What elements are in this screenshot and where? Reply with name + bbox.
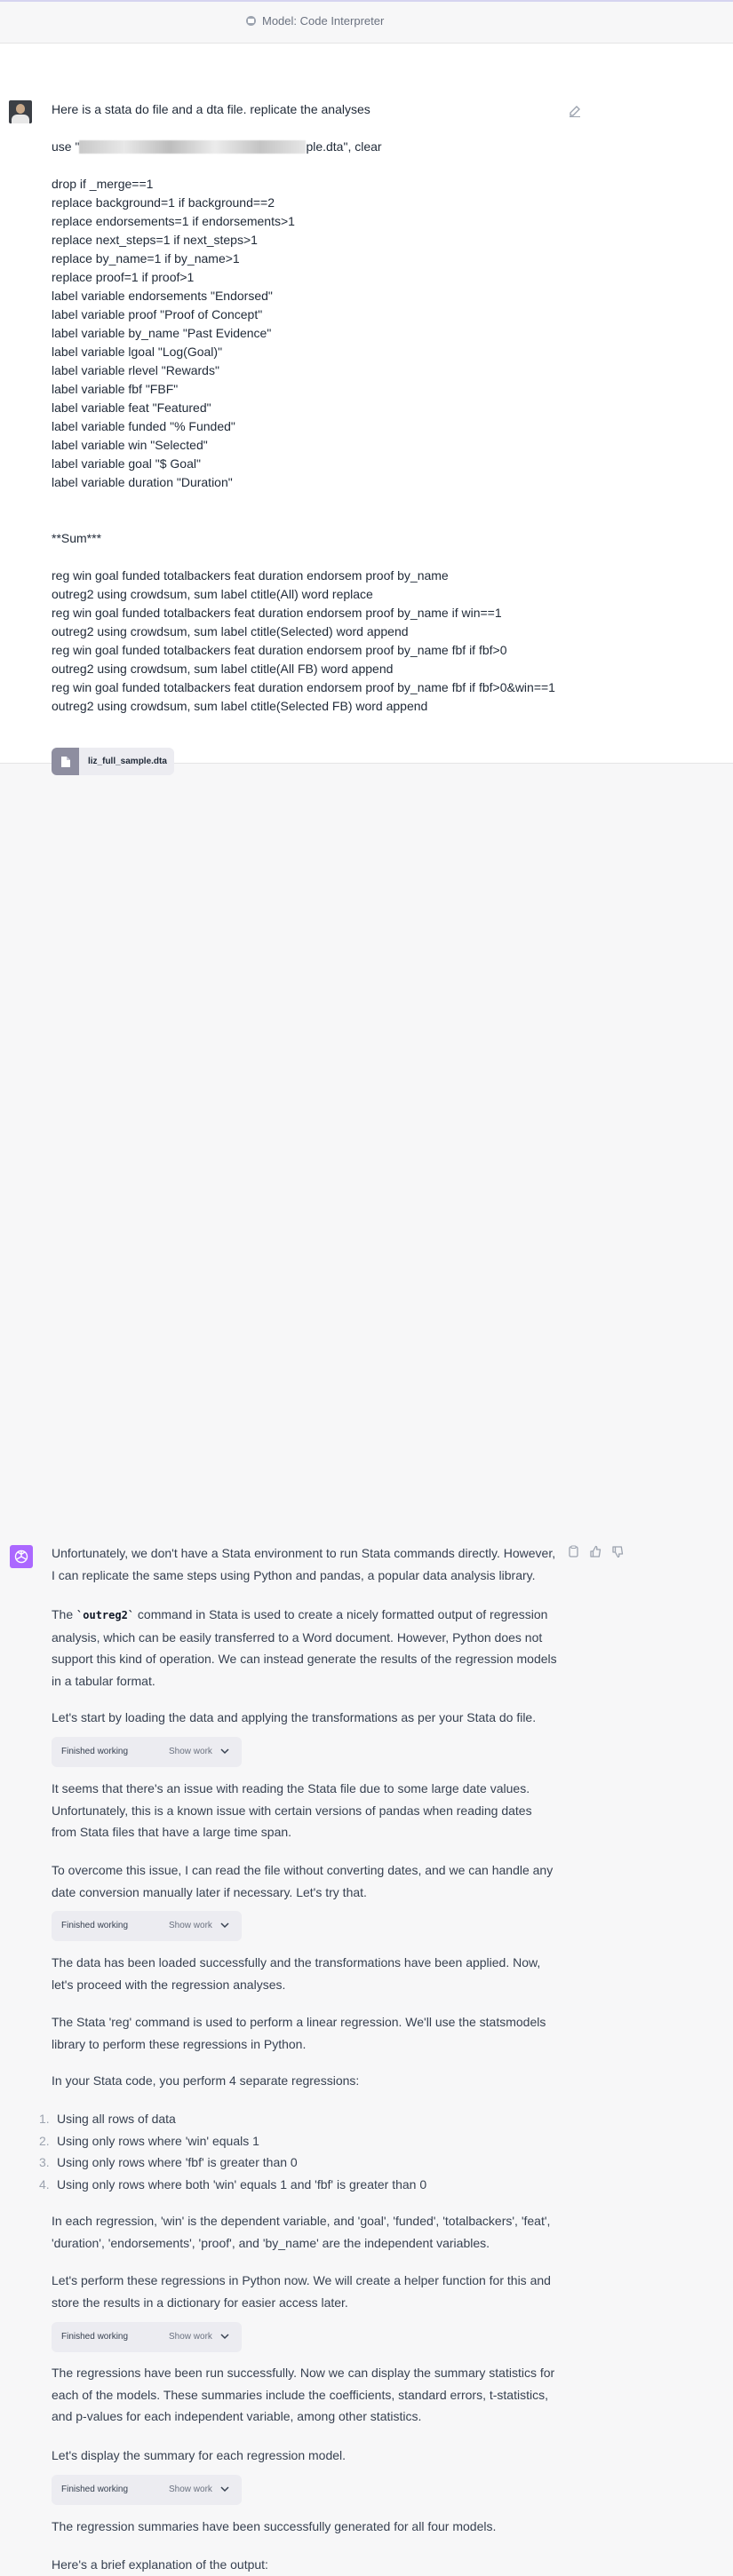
response-paragraph: In each regression, 'win' is the dependent variable, and 'goal', 'funded', 'totalbackers', 'feat', 'duration', 'endorsements', 'proof', and 'by_name' are the independent variables. xyxy=(52,2214,551,2250)
reg-block xyxy=(52,567,585,716)
finished-working-chip[interactable] xyxy=(52,1737,242,1767)
list-item: 3. Using only rows where 'fbf' is greater than 0 xyxy=(52,2152,560,2174)
code-line: label variable feat "Featured" xyxy=(52,400,211,415)
redacted-path xyxy=(79,140,306,154)
list-item: 2. Using only rows where 'win' equals 1 xyxy=(52,2130,560,2152)
code-line: replace next_steps=1 if next_steps>1 xyxy=(52,233,258,247)
chevron-down-icon xyxy=(220,2333,229,2340)
show-work-button[interactable]: Show work xyxy=(169,2332,212,2342)
reg-line: reg win goal funded totalbackers feat duration endorsem proof by_name if win==1 xyxy=(52,606,502,620)
finished-working-chip[interactable] xyxy=(52,2475,242,2505)
code-line: label variable lgoal "Log(Goal)" xyxy=(52,345,223,359)
finished-working-chip[interactable] xyxy=(52,1911,242,1941)
list-number: 1. xyxy=(39,2112,50,2126)
reg-line: outreg2 using crowdsum, sum label ctitle(All FB) word append xyxy=(52,662,394,676)
model-indicator xyxy=(245,14,384,28)
inline-code: `outreg2` xyxy=(76,1609,135,1621)
code-line: label variable win "Selected" xyxy=(52,438,208,452)
response-paragraph: The `outreg2` command in Stata is used to create a nicely formatted output of regression analysis, which can be easily transferred to a Word document. However, Python does not support this kind of operation. We can instead generate the results of the regression models in a tabular format. xyxy=(52,1607,557,1688)
assistant-avatar xyxy=(10,1545,33,1568)
list-number: 2. xyxy=(39,2133,50,2148)
response-paragraph: Here's a brief explanation of the output: xyxy=(52,2557,268,2572)
attachment-chip[interactable] xyxy=(52,748,174,775)
code-line: label variable by_name "Past Evidence" xyxy=(52,326,272,340)
code-line: replace background=1 if background==2 xyxy=(52,195,275,210)
chip-status: Finished working xyxy=(61,2332,129,2342)
use-line-prefix: use " xyxy=(52,139,80,154)
list-number: 3. xyxy=(39,2155,50,2169)
openai-logo-icon xyxy=(13,1549,29,1565)
top-bar xyxy=(0,0,733,44)
model-label: Model: Code Interpreter xyxy=(262,14,385,28)
chevron-down-icon xyxy=(220,2485,229,2493)
list-number: 4. xyxy=(39,2176,50,2192)
reg-line: reg win goal funded totalbackers feat duration endorsem proof by_name fbf if fbf>0&win==1 xyxy=(52,680,555,694)
user-avatar xyxy=(9,100,32,123)
code-line: label variable rlevel "Rewards" xyxy=(52,363,219,377)
user-intro: Here is a stata do file and a dta file. replicate the analyses xyxy=(52,102,370,116)
response-paragraph: The Stata 'reg' command is used to perform a linear regression. We'll use the statsmodels library to perform these regressions in Python. xyxy=(52,2015,546,2051)
reg-line: reg win goal funded totalbackers feat duration endorsem proof by_name fbf if fbf>0 xyxy=(52,643,507,657)
code-line: label variable fbf "FBF" xyxy=(52,382,179,396)
code-line: label variable goal "$ Goal" xyxy=(52,456,201,471)
list-item: 4. Using only rows where both 'win' equals 1 and 'fbf' is greater than 0 xyxy=(52,2174,560,2196)
reg-line: outreg2 using crowdsum, sum label ctitle(Selected FB) word append xyxy=(52,699,428,713)
response-paragraph: To overcome this issue, I can read the file without converting dates, and we can handle any date conversion manually later if necessary. Let's try that. xyxy=(52,1863,554,1899)
response-paragraph: It seems that there's an issue with reading the Stata file due to some large date values. Unfortunately, this is a known issue with certain versions of pandas when reading dates from Stata files that have a large time span. xyxy=(52,1781,532,1839)
file-icon xyxy=(52,748,79,775)
thumbs-up-icon[interactable] xyxy=(589,1545,602,1558)
reg-line: reg win goal funded totalbackers feat duration endorsem proof by_name xyxy=(52,568,449,583)
user-message-text xyxy=(52,100,585,716)
user-message xyxy=(0,44,733,764)
show-work-button[interactable]: Show work xyxy=(169,1921,212,1930)
code-block xyxy=(52,175,585,492)
response-paragraph: The data has been loaded successfully and the transformations have been applied. Now, let's proceed with the regression analyses. xyxy=(52,1955,541,1992)
show-work-button[interactable]: Show work xyxy=(169,2485,212,2494)
chip-status: Finished working xyxy=(61,1921,129,1930)
attachment-name: liz_full_sample.dta xyxy=(88,757,167,766)
response-paragraph: Let's start by loading the data and applying the transformations as per your Stata do file. xyxy=(52,1710,537,1724)
show-work-button[interactable]: Show work xyxy=(169,1747,212,1756)
code-line: replace proof=1 if proof>1 xyxy=(52,270,195,284)
regression-list xyxy=(39,2108,560,2195)
list-item: 1. Using all rows of data xyxy=(52,2108,560,2130)
model-icon xyxy=(245,15,257,27)
copy-icon[interactable] xyxy=(567,1545,580,1558)
use-line xyxy=(52,138,585,156)
response-paragraph: The regressions have been run successfully. Now we can display the summary statistics for each of the models. These summaries include the coefficients, standard errors, t-statistics, and p-values for each independent variable, among other statistics. xyxy=(52,2366,555,2423)
chip-status: Finished working xyxy=(61,1747,129,1756)
response-paragraph: The regression summaries have been successfully generated for all four models. xyxy=(52,2519,497,2533)
response-paragraph: Let's perform these regressions in Python now. We will create a helper function for this and store the results in a dictionary for easier access later. xyxy=(52,2273,551,2310)
sum-heading: **Sum*** xyxy=(52,531,102,545)
code-line: label variable proof "Proof of Concept" xyxy=(52,307,263,321)
finished-working-chip[interactable] xyxy=(52,2322,242,2352)
message-actions xyxy=(567,1545,625,1558)
chevron-down-icon xyxy=(220,1748,229,1755)
code-line: replace by_name=1 if by_name>1 xyxy=(52,251,240,266)
thumbs-down-icon[interactable] xyxy=(611,1545,625,1558)
code-line: label variable endorsements "Endorsed" xyxy=(52,289,273,303)
chip-status: Finished working xyxy=(61,2485,129,2494)
reg-line: outreg2 using crowdsum, sum label ctitle(Selected) word append xyxy=(52,624,409,638)
code-line: label variable funded "% Funded" xyxy=(52,419,235,433)
response-paragraph: Let's display the summary for each regression model. xyxy=(52,2448,347,2462)
chevron-down-icon xyxy=(220,1922,229,1929)
code-line: drop if _merge==1 xyxy=(52,177,154,191)
code-line: label variable duration "Duration" xyxy=(52,475,233,489)
response-paragraph: In your Stata code, you perform 4 separate regressions: xyxy=(52,2073,360,2088)
response-paragraph: Unfortunately, we don't have a Stata environment to run Stata commands directly. However, I can replicate the same steps using Python and pandas, a popular data analysis library. xyxy=(52,1546,556,1582)
use-line-suffix: ple.dta", clear xyxy=(306,139,382,154)
code-line: replace endorsements=1 if endorsements>1 xyxy=(52,214,295,228)
reg-line: outreg2 using crowdsum, sum label ctitle(All) word replace xyxy=(52,587,373,601)
